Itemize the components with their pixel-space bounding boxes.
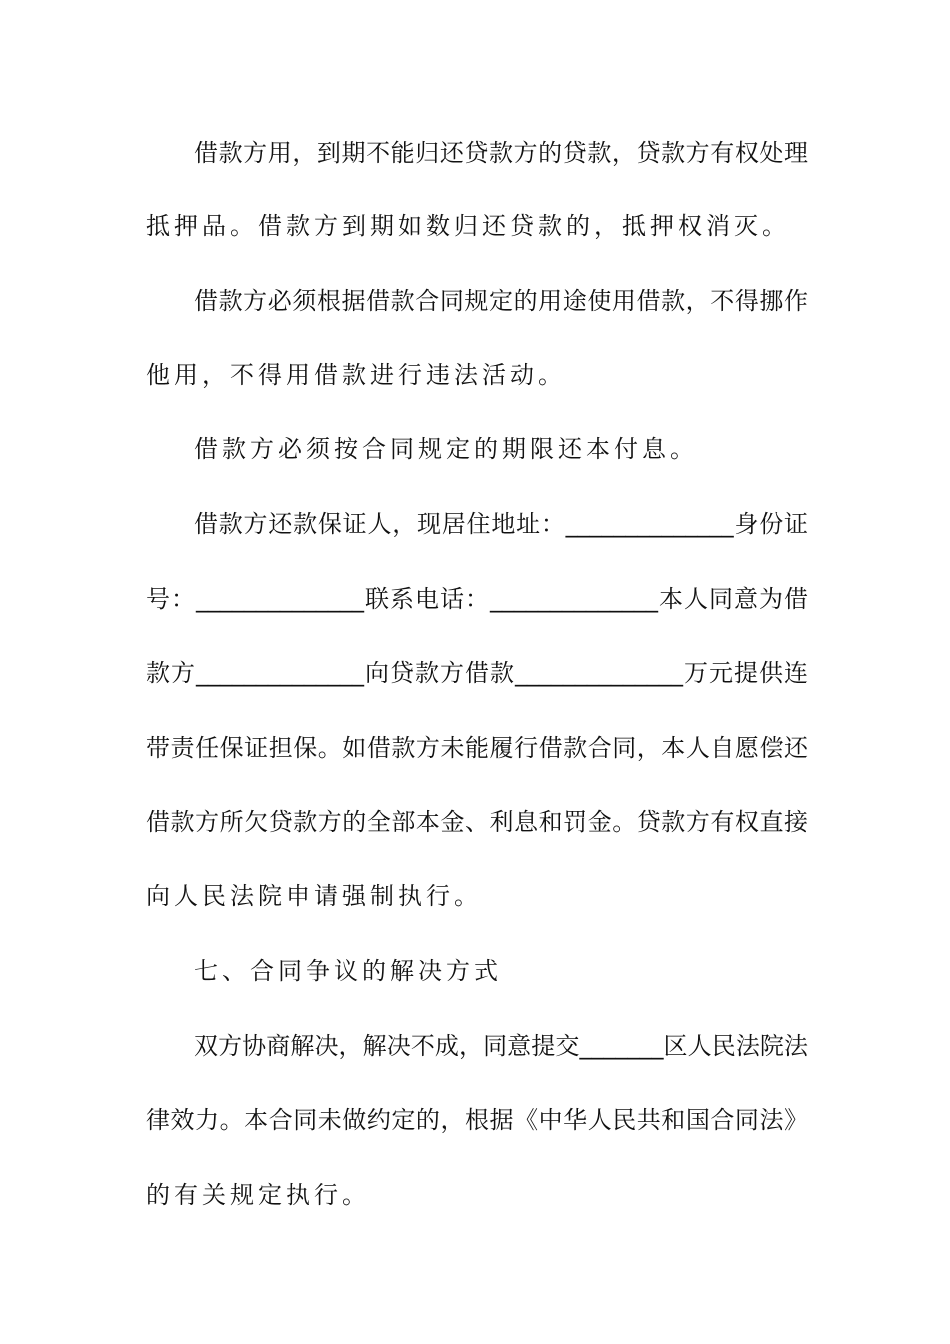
paragraph-line: 借款方必须根据借款合同规定的用途使用借款，不得挪作 (194, 287, 808, 315)
paragraph-line: 号：______________联系电话：______________本人同意为借 (146, 585, 808, 613)
paragraph-line: 向人民法院申请强制执行。 (146, 882, 482, 910)
paragraph-line: 款方______________向贷款方借款______________万元提供连 (146, 659, 808, 687)
paragraph-line: 借款方必须按合同规定的期限还本付息。 (194, 435, 698, 463)
paragraph-line: 带责任保证担保。如借款方未能履行借款合同，本人自愿偿还 (146, 734, 808, 762)
paragraph-line: 的有关规定执行。 (146, 1181, 370, 1209)
paragraph-line: 双方协商解决，解决不成，同意提交_______区人民法院法 (194, 1032, 808, 1060)
paragraph-line: 借款方所欠贷款方的全部本金、利息和罚金。贷款方有权直接 (146, 808, 808, 836)
paragraph-line: 他用，不得用借款进行违法活动。 (146, 361, 566, 389)
paragraph-line: 抵押品。借款方到期如数归还贷款的，抵押权消灭。 (146, 212, 790, 240)
paragraph-line: 律效力。本合同未做约定的，根据《中华人民共和国合同法》 (146, 1106, 808, 1134)
section-heading: 七、合同争议的解决方式 (194, 957, 502, 985)
paragraph-line: 借款方还款保证人，现居住地址：______________身份证 (194, 510, 808, 538)
paragraph-line: 借款方用，到期不能归还贷款方的贷款，贷款方有权处理 (194, 139, 808, 167)
